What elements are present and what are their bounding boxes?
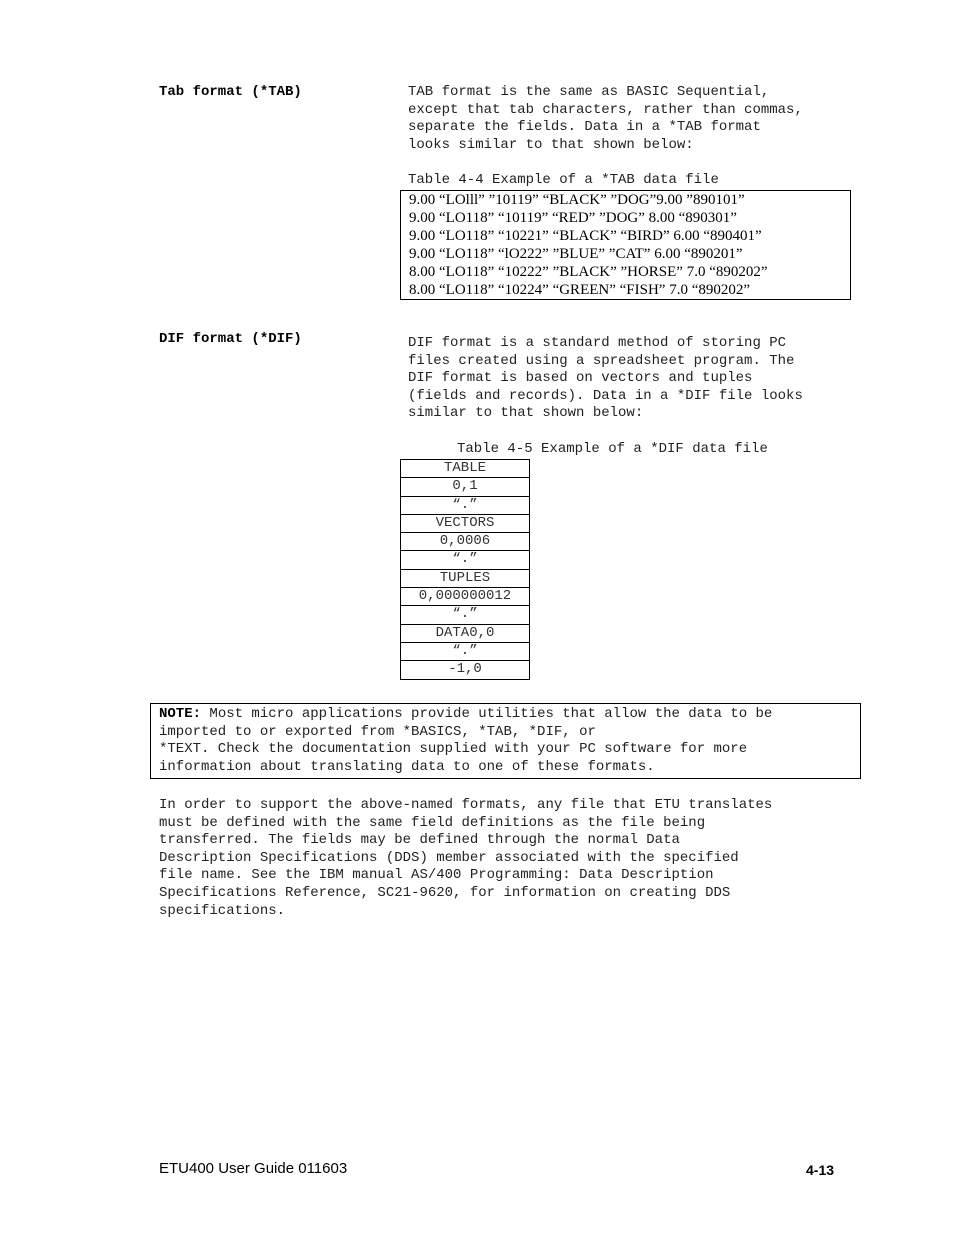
tab-data-table <box>400 190 851 300</box>
note-box <box>150 703 861 779</box>
table-row: 0,0006 <box>401 533 529 551</box>
dif-table-caption: Table 4-5 Example of a *DIF data file <box>457 441 768 457</box>
table-row: 9.00 “LO118” “lO222” ”BLUE” ”CAT” 6.00 “890201” <box>409 246 743 262</box>
table-row: 9.00 “LOlll” ”10119” “BLACK” ”DOG”9.00 ”890101” <box>409 192 745 208</box>
table-row: “.” <box>401 643 529 661</box>
table-row: “.” <box>401 551 529 569</box>
note-label: NOTE: <box>159 706 202 722</box>
closing-paragraph: In order to support the above-named formats, any file that ETU translates must be defined with the same field definitions as the file being transferred. The fields may be defined through the normal Data Description Specifications (DDS) member associated with the specified file name. See the IBM manual AS/400 Programming: Data Description Specifications Reference, SC21-9620, for information on creating DDS specifications. <box>159 797 773 919</box>
dif-format-heading: DIF format (*DIF) <box>159 331 302 347</box>
dif-data-table <box>400 459 530 680</box>
tab-table-caption: Table 4-4 Example of a *TAB data file <box>408 172 719 188</box>
table-row: TUPLES <box>401 570 529 588</box>
table-row: TABLE <box>401 460 529 478</box>
table-row: 8.00 “LO118” “10224” “GREEN” “FISH” 7.0 “890202” <box>409 282 751 298</box>
table-row: 9.00 “LO118” “10119” “RED” ”DOG” 8.00 “890301” <box>409 210 737 226</box>
table-row: VECTORS <box>401 515 529 533</box>
table-row: 0,000000012 <box>401 588 529 606</box>
table-row: DATA0,0 <box>401 625 529 643</box>
table-row: “.” <box>401 606 529 624</box>
table-row: 8.00 “LO118” “10222” ”BLACK” ”HORSE” 7.0 “890202” <box>409 264 768 280</box>
table-row: 0,1 <box>401 478 529 496</box>
tab-format-description: TAB format is the same as BASIC Sequential, except that tab characters, rather than commas, separate the fields. Data in a *TAB format looks similar to that shown below: <box>408 84 803 153</box>
table-row: 9.00 “LO118” “10221” “BLACK” “BIRD” 6.00 “890401” <box>409 228 762 244</box>
note-text: Most micro applications provide utilities that allow the data to be imported to or exported from *BASICS, *TAB, *DIF, or *TEXT. Check the documentation supplied with your PC software for more information about translating data to one of these formats. <box>159 706 773 775</box>
tab-format-heading: Tab format (*TAB) <box>159 84 302 100</box>
table-row: “.” <box>401 497 529 515</box>
table-row: -1,0 <box>401 661 529 679</box>
page-number: 4-13 <box>806 1162 835 1178</box>
footer-title: ETU400 User Guide 011603 <box>159 1160 348 1177</box>
dif-format-description: DIF format is a standard method of storing PC files created using a spreadsheet program. The DIF format is based on vectors and tuples (fields and records). Data in a *DIF file looks similar to that shown below: <box>408 335 803 422</box>
